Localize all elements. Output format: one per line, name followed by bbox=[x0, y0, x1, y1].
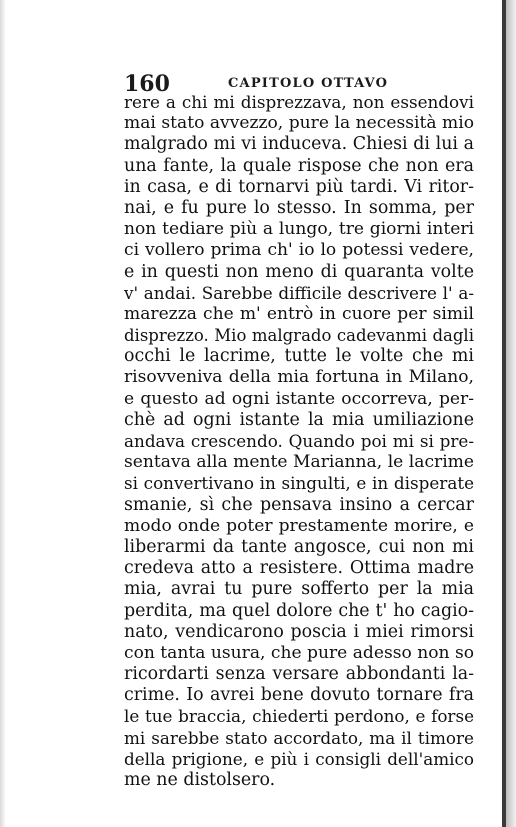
text-line: mai stato avvezzo, pure la necessità mio bbox=[124, 113, 474, 134]
text-line: ci vollero prima ch' io lo potessi vedere, bbox=[124, 240, 474, 261]
page-right-edge-shadow bbox=[506, 0, 516, 827]
running-head: CAPITOLO OTTAVO bbox=[228, 76, 389, 91]
text-line: mia, avrai tu pure sofferto per la mia bbox=[124, 579, 474, 600]
text-line: disprezzo. Mio malgrado cadevanmi dagli bbox=[124, 326, 474, 346]
text-line: marezza che m' entrò in cuore per simil bbox=[124, 303, 474, 324]
text-line: modo onde poter prestamente morire, e bbox=[124, 515, 474, 536]
page-right-edge-line bbox=[502, 0, 506, 827]
text-line: sentava alla mente Marianna, le lacrime bbox=[124, 452, 474, 473]
text-line: e questo ad ogni istante occorreva, per- bbox=[124, 388, 474, 409]
page-number: 160 bbox=[124, 71, 170, 97]
text-line: non tediare più a lungo, tre giorni interi bbox=[124, 219, 474, 240]
text-line: andava crescendo. Quando poi mi si pre- bbox=[124, 431, 474, 451]
text-line: credeva atto a resistere. Ottima madre bbox=[124, 558, 474, 579]
text-line: e in questi non meno di quaranta volte bbox=[124, 261, 474, 282]
text-line: ricordarti senza versare abbondanti la- bbox=[124, 664, 474, 685]
text-line: crime. Io avrei bene dovuto tornare fra bbox=[124, 685, 474, 706]
text-line: smanie, sì che pensava insino a cercar bbox=[124, 494, 474, 515]
text-line: si convertivano in singulti, e in disperate bbox=[124, 473, 474, 494]
text-line: v' andai. Sarebbe difficile descrivere l' a- bbox=[124, 282, 474, 303]
text-line: con tanta usura, che pure adesso non so bbox=[124, 642, 475, 663]
page-left-edge-shadow bbox=[0, 0, 6, 827]
text-line: mi sarebbe stato accordato, ma il timore bbox=[124, 727, 474, 748]
text-line: nato, vendicarono poscia i miei rimorsi bbox=[124, 621, 474, 642]
text-line: nai, e fu pure lo stesso. In somma, per bbox=[124, 197, 474, 218]
text-line: me ne distolsero. bbox=[124, 770, 276, 790]
text-line: risovveniva della mia fortuna in Milano, bbox=[124, 367, 474, 388]
body-text bbox=[124, 92, 474, 791]
text-line: rere a chi mi disprezzava, non essendovi bbox=[124, 92, 474, 112]
text-line: liberarmi da tante angosce, cui non mi bbox=[124, 536, 474, 557]
text-line: chè ad ogni istante la mia umiliazione bbox=[124, 409, 474, 430]
text-line: in casa, e di tornarvi più tardi. Vi ritor- bbox=[124, 176, 474, 197]
text-line: della prigione, e più i consigli dell'amico bbox=[124, 748, 474, 769]
text-line: una fante, la quale rispose che non era bbox=[124, 155, 474, 176]
text-line: perdita, ma quel dolore che t' ho cagio- bbox=[124, 600, 474, 621]
text-line: occhi le lacrime, tutte le volte che mi bbox=[124, 346, 474, 367]
text-line: le tue braccia, chiederti perdono, e forse bbox=[124, 706, 474, 727]
text-line: malgrado mi vi induceva. Chiesi di lui a bbox=[124, 134, 474, 155]
